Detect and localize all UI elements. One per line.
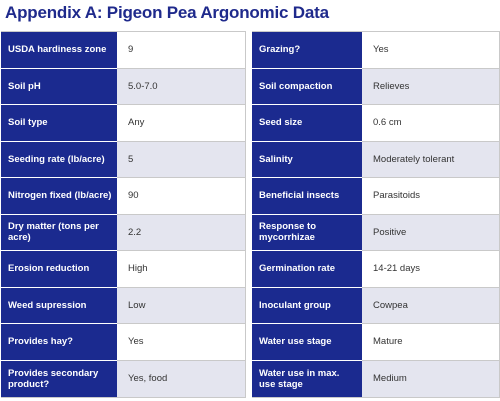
row-label: Seed size: [252, 105, 362, 142]
row-label: Inoculant group: [252, 288, 362, 325]
row-label: Water use in max. use stage: [252, 361, 362, 398]
row-label: Weed supression: [1, 288, 117, 325]
row-label: Dry matter (tons per acre): [1, 215, 117, 252]
row-label: Beneficial insects: [252, 178, 362, 215]
row-value: Moderately tolerant: [362, 142, 500, 179]
row-value: 9: [117, 32, 246, 69]
row-value: Mature: [362, 324, 500, 361]
row-value: Parasitoids: [362, 178, 500, 215]
row-value: 14-21 days: [362, 251, 500, 288]
row-label: Germination rate: [252, 251, 362, 288]
row-label: Soil pH: [1, 69, 117, 106]
row-label: Provides hay?: [1, 324, 117, 361]
row-value: 5: [117, 142, 246, 179]
agronomic-table-left: [1, 31, 246, 398]
row-value: Yes: [362, 32, 500, 69]
row-value: 0.6 cm: [362, 105, 500, 142]
row-value: Low: [117, 288, 246, 325]
row-label: Seeding rate (lb/acre): [1, 142, 117, 179]
row-label: Soil type: [1, 105, 117, 142]
row-value: Medium: [362, 361, 500, 398]
row-value: Any: [117, 105, 246, 142]
row-value: Yes, food: [117, 361, 246, 398]
row-label: Water use stage: [252, 324, 362, 361]
row-value: Cowpea: [362, 288, 500, 325]
agronomic-table-right: [252, 31, 500, 398]
row-label: Soil compaction: [252, 69, 362, 106]
row-value: 2.2: [117, 215, 246, 252]
row-value: 90: [117, 178, 246, 215]
row-value: 5.0-7.0: [117, 69, 246, 106]
row-label: Grazing?: [252, 32, 362, 69]
row-label: Nitrogen fixed (lb/acre): [1, 178, 117, 215]
row-label: Response to mycorrhizae: [252, 215, 362, 252]
row-label: USDA hardiness zone: [1, 32, 117, 69]
row-value: High: [117, 251, 246, 288]
row-value: Yes: [117, 324, 246, 361]
row-label: Provides secondary product?: [1, 361, 117, 398]
row-label: Salinity: [252, 142, 362, 179]
row-value: Relieves: [362, 69, 500, 106]
row-label: Erosion reduction: [1, 251, 117, 288]
row-value: Positive: [362, 215, 500, 252]
page-title: Appendix A: Pigeon Pea Argonomic Data: [5, 3, 329, 22]
